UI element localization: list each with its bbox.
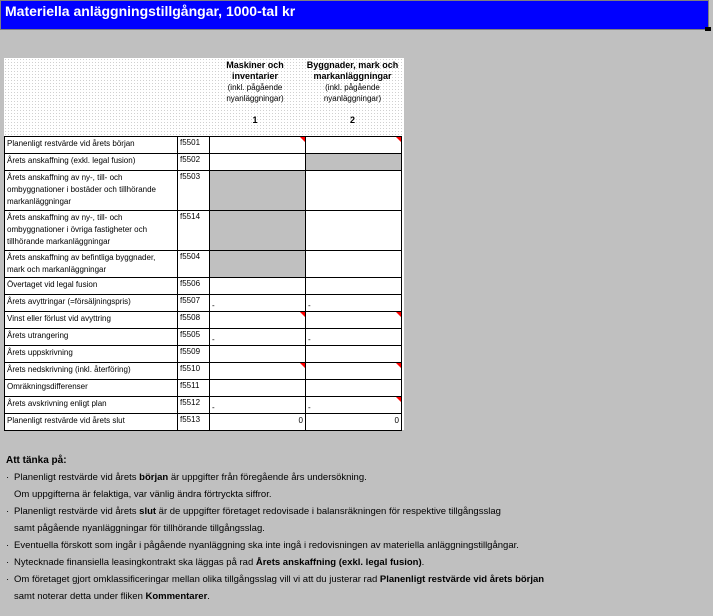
table-row [5, 171, 402, 211]
table-row [5, 295, 402, 312]
comment-marker[interactable] [396, 363, 401, 368]
column-2-name: Byggnader, mark och markanläggningar [306, 60, 399, 81]
value-cell-col2[interactable] [306, 137, 402, 154]
value-cell-col1[interactable] [210, 397, 306, 414]
row-label: Planenligt restvärde vid årets slut [5, 414, 178, 431]
sheet-title: Materiella anläggningstillgångar, 1000-tal kr [5, 3, 296, 19]
c1-value: 0 [298, 416, 303, 425]
note-4: · Nytecknade finansiella leasingkontrakt ska läggas på rad Årets anskaffning (exkl. legal fusion). [6, 557, 425, 568]
value-cell-col2[interactable] [306, 171, 402, 211]
table-row [5, 211, 402, 251]
row-label: Årets avyttringar (=försäljningspris) [5, 295, 178, 312]
row-label: Årets avskrivning enligt plan [5, 397, 178, 414]
value-cell-col2[interactable] [306, 312, 402, 329]
row-code: f5511 [178, 380, 210, 397]
column-1-note: (inkl. pågående nyanläggningar) [226, 83, 284, 103]
row-label: Årets utrangering [5, 329, 178, 346]
title-corner-marker [705, 27, 711, 31]
value-cell-col2[interactable] [306, 380, 402, 397]
asset-table [4, 136, 402, 431]
table-row [5, 137, 402, 154]
row-label: Årets anskaffning (exkl. legal fusion) [5, 154, 178, 171]
row-code: f5507 [178, 295, 210, 312]
value-cell-col1[interactable] [210, 278, 306, 295]
row-code: f5510 [178, 363, 210, 380]
column-1-number: 1 [252, 115, 258, 125]
value-cell-col2[interactable] [306, 251, 402, 278]
c2-value: - [308, 335, 311, 344]
column-1-name: Maskiner och inventarier [226, 60, 284, 81]
note-1: · Planenligt restvärde vid årets början är uppgifter från föregående års undersökning. [6, 472, 367, 483]
title-bar [0, 0, 709, 30]
note-1-cont: Om uppgifterna är felaktiga, var vänlig ändra förtryckta siffror. [14, 489, 272, 500]
row-label: Årets uppskrivning [5, 346, 178, 363]
value-cell-col2[interactable] [306, 211, 402, 251]
value-cell-col2[interactable] [306, 278, 402, 295]
value-cell-col1[interactable] [210, 312, 306, 329]
c1-value: - [212, 335, 215, 344]
c2-value: - [308, 403, 311, 412]
value-cell-col1[interactable] [210, 154, 306, 171]
row-label: Årets nedskrivning (inkl. återföring) [5, 363, 178, 380]
comment-marker[interactable] [300, 363, 305, 368]
comment-marker[interactable] [396, 397, 401, 402]
comment-marker[interactable] [396, 312, 401, 317]
row-code: f5506 [178, 278, 210, 295]
row-code: f5505 [178, 329, 210, 346]
notes-section [6, 452, 544, 605]
table-row [5, 251, 402, 278]
comment-marker[interactable] [300, 137, 305, 142]
value-cell-col1[interactable] [210, 137, 306, 154]
table-row [5, 363, 402, 380]
row-label: Årets anskaffning av ny-, till- och ombyggnationer i bostäder och tillhörande markanläggningar [5, 171, 178, 211]
note-5: · Om företaget gjort omklassificeringar mellan olika tillgångsslag vill vi att du justerar rad Planenligt restvärde vid årets början [6, 574, 545, 585]
table-row [5, 414, 402, 431]
value-cell-col1[interactable] [210, 295, 306, 312]
note-2-cont: samt pågående nyanläggningar för tillhörande tillgångsslag. [14, 523, 265, 534]
row-code: f5508 [178, 312, 210, 329]
row-label: Omräkningsdifferenser [5, 380, 178, 397]
value-cell-col2[interactable] [306, 295, 402, 312]
table-row [5, 329, 402, 346]
value-cell-col2[interactable] [306, 346, 402, 363]
value-cell-col2[interactable] [306, 329, 402, 346]
row-code: f5509 [178, 346, 210, 363]
column-2-note: (inkl. pågående nyanläggningar) [323, 83, 382, 103]
column-header-1 [208, 60, 302, 126]
c2-value: 0 [394, 416, 399, 425]
c1-value: - [212, 301, 215, 310]
row-label: Övertaget vid legal fusion [5, 278, 178, 295]
note-3: · Eventuella förskott som ingår i pågående nyanläggning ska inte ingå i redovisningen av materiella anläggningstillgångar. [6, 540, 519, 551]
value-cell-col1[interactable] [210, 380, 306, 397]
comment-marker[interactable] [300, 312, 305, 317]
row-code: f5502 [178, 154, 210, 171]
table-row [5, 380, 402, 397]
c2-value: - [308, 301, 311, 310]
value-cell-col1 [210, 251, 306, 278]
column-2-number: 2 [349, 115, 355, 125]
value-cell-col1[interactable] [210, 346, 306, 363]
row-code: f5514 [178, 211, 210, 251]
comment-marker[interactable] [396, 137, 401, 142]
value-cell-col1[interactable] [210, 329, 306, 346]
value-cell-col2 [306, 154, 402, 171]
row-code: f5512 [178, 397, 210, 414]
note-2: · Planenligt restvärde vid årets slut är de uppgifter företaget redovisade i balansräkningen för respektive tillgångsslag [6, 506, 501, 517]
table-row [5, 346, 402, 363]
row-code: f5513 [178, 414, 210, 431]
notes-heading: Att tänka på: [6, 455, 67, 466]
table-row [5, 154, 402, 171]
value-cell-col2[interactable] [306, 414, 402, 431]
value-cell-col1 [210, 171, 306, 211]
table-row [5, 278, 402, 295]
row-label: Planenligt restvärde vid årets början [5, 137, 178, 154]
row-code: f5501 [178, 137, 210, 154]
c1-value: - [212, 403, 215, 412]
value-cell-col1[interactable] [210, 363, 306, 380]
value-cell-col2[interactable] [306, 363, 402, 380]
row-code: f5503 [178, 171, 210, 211]
note-5-cont: samt noterar detta under fliken Kommentarer. [14, 591, 210, 602]
row-label: Vinst eller förlust vid avyttring [5, 312, 178, 329]
table-row [5, 312, 402, 329]
row-label: Årets anskaffning av befintliga byggnader, mark och markanläggningar [5, 251, 178, 278]
table-row [5, 397, 402, 414]
value-cell-col1[interactable] [210, 414, 306, 431]
column-header-2 [305, 60, 400, 126]
value-cell-col2[interactable] [306, 397, 402, 414]
value-cell-col1 [210, 211, 306, 251]
row-code: f5504 [178, 251, 210, 278]
row-label: Årets anskaffning av ny-, till- och ombyggnationer i övriga fastigheter och tillhörande markanläggningar [5, 211, 178, 251]
